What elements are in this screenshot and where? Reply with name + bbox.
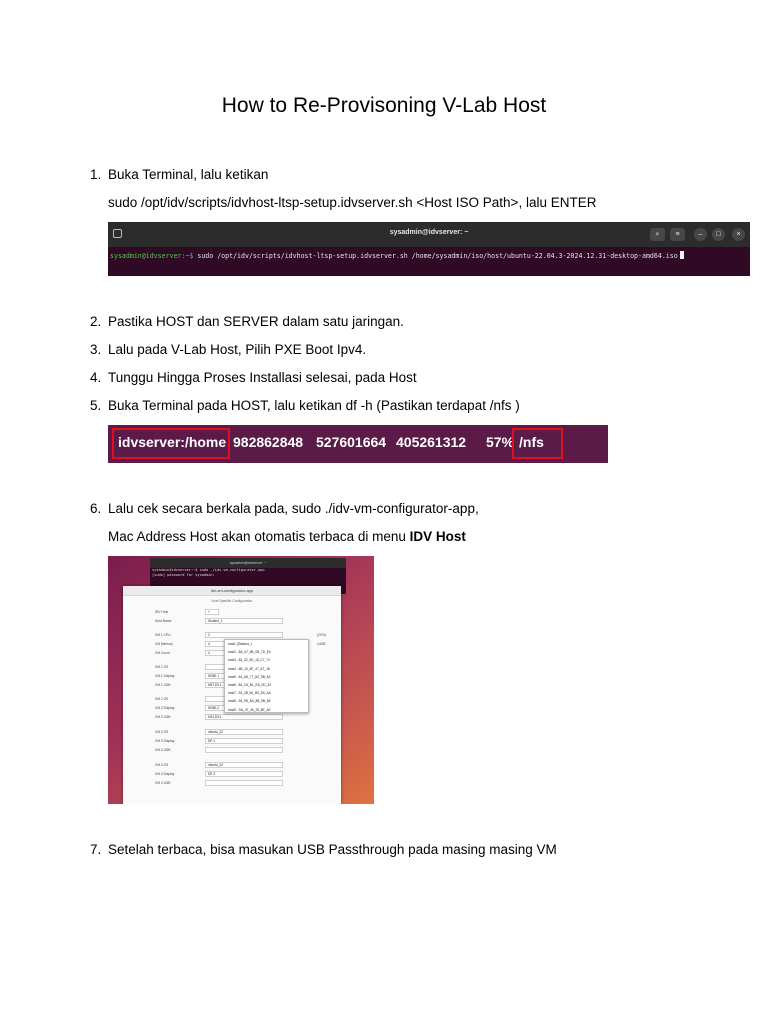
step-number: 2. bbox=[90, 314, 102, 329]
step-text-plain: Mac Address Host akan otomatis terbaca di menu bbox=[108, 529, 410, 544]
step-text: sudo /opt/idv/scripts/idvhost-ltsp-setup.idvserver.sh <Host ISO Path>, lalu ENTER bbox=[108, 195, 597, 210]
mini-terminal-title: sysadmin@idvserver: ~ bbox=[150, 558, 346, 568]
step-number: 4. bbox=[90, 370, 102, 385]
step-number: 3. bbox=[90, 342, 102, 357]
step-text: Lalu cek secara berkala pada, sudo ./idv-vm-configurator-app, bbox=[108, 501, 479, 516]
df-used: 527601664 bbox=[316, 434, 387, 450]
maximize-icon: □ bbox=[712, 228, 725, 241]
cfg-value[interactable]: 4 bbox=[205, 650, 283, 656]
prompt-user: sysadmin@idvserver bbox=[110, 252, 182, 260]
cfg-value[interactable]: + bbox=[205, 609, 219, 615]
minimize-icon: – bbox=[694, 228, 707, 241]
cfg-label: VM 1 CPU bbox=[155, 633, 171, 637]
close-icon: × bbox=[732, 228, 745, 241]
cfg-label: Host Name bbox=[155, 619, 172, 623]
step-number: 7. bbox=[90, 842, 102, 857]
menu-icon: ≡ bbox=[670, 228, 685, 241]
cfg-value[interactable]: 4 bbox=[205, 641, 283, 647]
cfg-label: VM 1 OS bbox=[155, 665, 169, 669]
terminal-command-line bbox=[110, 251, 684, 260]
cfg-value[interactable]: KS2,D3:1 bbox=[205, 714, 283, 720]
mini-terminal-line: sysadmin@idvserver:~$ sudo ./idv-vm-configurator-app bbox=[152, 568, 265, 572]
cfg-value[interactable]: KBT,D3:1 bbox=[205, 682, 283, 688]
cfg-label: VM 4 USB bbox=[155, 781, 171, 785]
configurator-title: idv-vm-configurator-app bbox=[123, 586, 341, 596]
cfg-value[interactable]: Student_1 bbox=[205, 618, 283, 624]
cfg-value[interactable] bbox=[205, 780, 283, 786]
cursor bbox=[680, 251, 684, 259]
cfg-label: VM 4 Display bbox=[155, 772, 175, 776]
prompt-path: :~$ bbox=[181, 252, 194, 260]
cfg-label: VM 3 Display bbox=[155, 739, 175, 743]
cfg-label: VM 1 Display bbox=[155, 674, 175, 678]
df-mount: /nfs bbox=[519, 434, 544, 450]
cfg-value[interactable]: HDMI-2 bbox=[205, 705, 283, 711]
step-number: 1. bbox=[90, 167, 102, 182]
dropdown-option[interactable]: host6 - 84_C6_B1_EA_0D_34 bbox=[228, 682, 271, 687]
terminal-titlebar bbox=[108, 222, 750, 247]
step-number: 5. bbox=[90, 398, 102, 413]
cfg-label: VM 1 USB bbox=[155, 683, 171, 687]
dropdown-option[interactable]: host3 - 84_32_9D_18_C7_74 bbox=[228, 658, 270, 663]
step-text: Pastika HOST dan SERVER dalam satu jaringan. bbox=[108, 314, 404, 329]
highlight-filesystem bbox=[112, 428, 230, 459]
cfg-label: IDV Host bbox=[155, 610, 169, 614]
df-avail: 405261312 bbox=[396, 434, 467, 450]
dropdown-option[interactable]: host7 - 34_2B_60_B0_D9_AA bbox=[228, 691, 271, 696]
dropdown-option[interactable]: host4 - 6B_10_8F_47_A7_18 bbox=[228, 666, 270, 671]
dropdown-option[interactable]: host9 - DA_37_45_25_8E_A0 bbox=[228, 707, 271, 712]
terminal-title: sysadmin@idvserver: ~ bbox=[389, 229, 469, 236]
command-text: sudo /opt/idv/scripts/idvhost-ltsp-setup.idvserver.sh /home/sysadmin/iso/host/ubuntu-22.04.3-2024.12.31-desktop-amd64.iso bbox=[193, 252, 678, 260]
configurator-screenshot bbox=[108, 556, 374, 804]
cfg-value[interactable]: 2 bbox=[205, 632, 283, 638]
host-dropdown-list[interactable] bbox=[224, 639, 309, 713]
cfg-label: VM 3 OS bbox=[155, 730, 169, 734]
highlight-mount bbox=[512, 428, 563, 459]
cfg-value[interactable]: DP-1 bbox=[205, 738, 283, 744]
cfg-label: VM Count bbox=[155, 651, 170, 655]
cfg-label: VM Memory bbox=[155, 642, 173, 646]
step-text: Buka Terminal pada HOST, lalu ketikan df -h (Pastikan terdapat /nfs ) bbox=[108, 398, 520, 413]
cfg-side-text: (CPU) bbox=[317, 633, 327, 637]
dropdown-option[interactable]: host5 - 64_6D_77_8C_9B_4A bbox=[228, 674, 271, 679]
dropdown-option[interactable]: host2 - 8A_47_9B_0B_7D_E4 bbox=[228, 650, 271, 655]
configurator-window bbox=[123, 586, 341, 804]
cfg-label: VM 4 OS bbox=[155, 763, 169, 767]
mini-terminal-line: [sudo] password for sysadmin: bbox=[152, 573, 215, 577]
cfg-value[interactable]: ubuntu_22 bbox=[205, 762, 283, 768]
cfg-value[interactable] bbox=[205, 747, 283, 753]
cfg-label: VM 2 Display bbox=[155, 706, 175, 710]
cfg-label: VM 3 USB bbox=[155, 748, 171, 752]
dropdown-option[interactable]: host1 (Student_1 bbox=[228, 642, 253, 646]
terminal-screenshot bbox=[108, 222, 750, 276]
df-size: 982862848 bbox=[233, 434, 304, 450]
step-number: 6. bbox=[90, 501, 102, 516]
step-text: Setelah terbaca, bisa masukan USB Passthrough pada masing masing VM bbox=[108, 842, 557, 857]
step-text: Lalu pada V-Lab Host, Pilih PXE Boot Ipv4. bbox=[108, 342, 367, 357]
cfg-label: VM 2 USB bbox=[155, 715, 171, 719]
step-text: Buka Terminal, lalu ketikan bbox=[108, 167, 269, 182]
df-use-percent: 57% bbox=[486, 434, 515, 450]
search-icon: ⌕ bbox=[650, 228, 665, 241]
cfg-side-text: 14GB bbox=[317, 642, 326, 646]
step-text bbox=[108, 529, 466, 544]
configurator-subtitle: Host Specific Configuration bbox=[211, 599, 253, 603]
df-output-screenshot bbox=[108, 425, 608, 463]
dropdown-option[interactable]: host8 - 94_9D_8A_8B_9B_66 bbox=[228, 699, 271, 704]
cfg-value[interactable]: ubuntu_22 bbox=[205, 729, 283, 735]
page-title: How to Re-Provisoning V-Lab Host bbox=[221, 94, 547, 117]
cfg-value[interactable]: DP-3 bbox=[205, 771, 283, 777]
df-filesystem: idvserver:/home bbox=[118, 434, 227, 450]
cfg-value[interactable]: HDMI-1 bbox=[205, 673, 283, 679]
step-text-bold: IDV Host bbox=[409, 529, 466, 544]
step-text: Tunggu Hingga Proses Installasi selesai, pada Host bbox=[108, 370, 417, 385]
cfg-label: VM 2 OS bbox=[155, 697, 169, 701]
